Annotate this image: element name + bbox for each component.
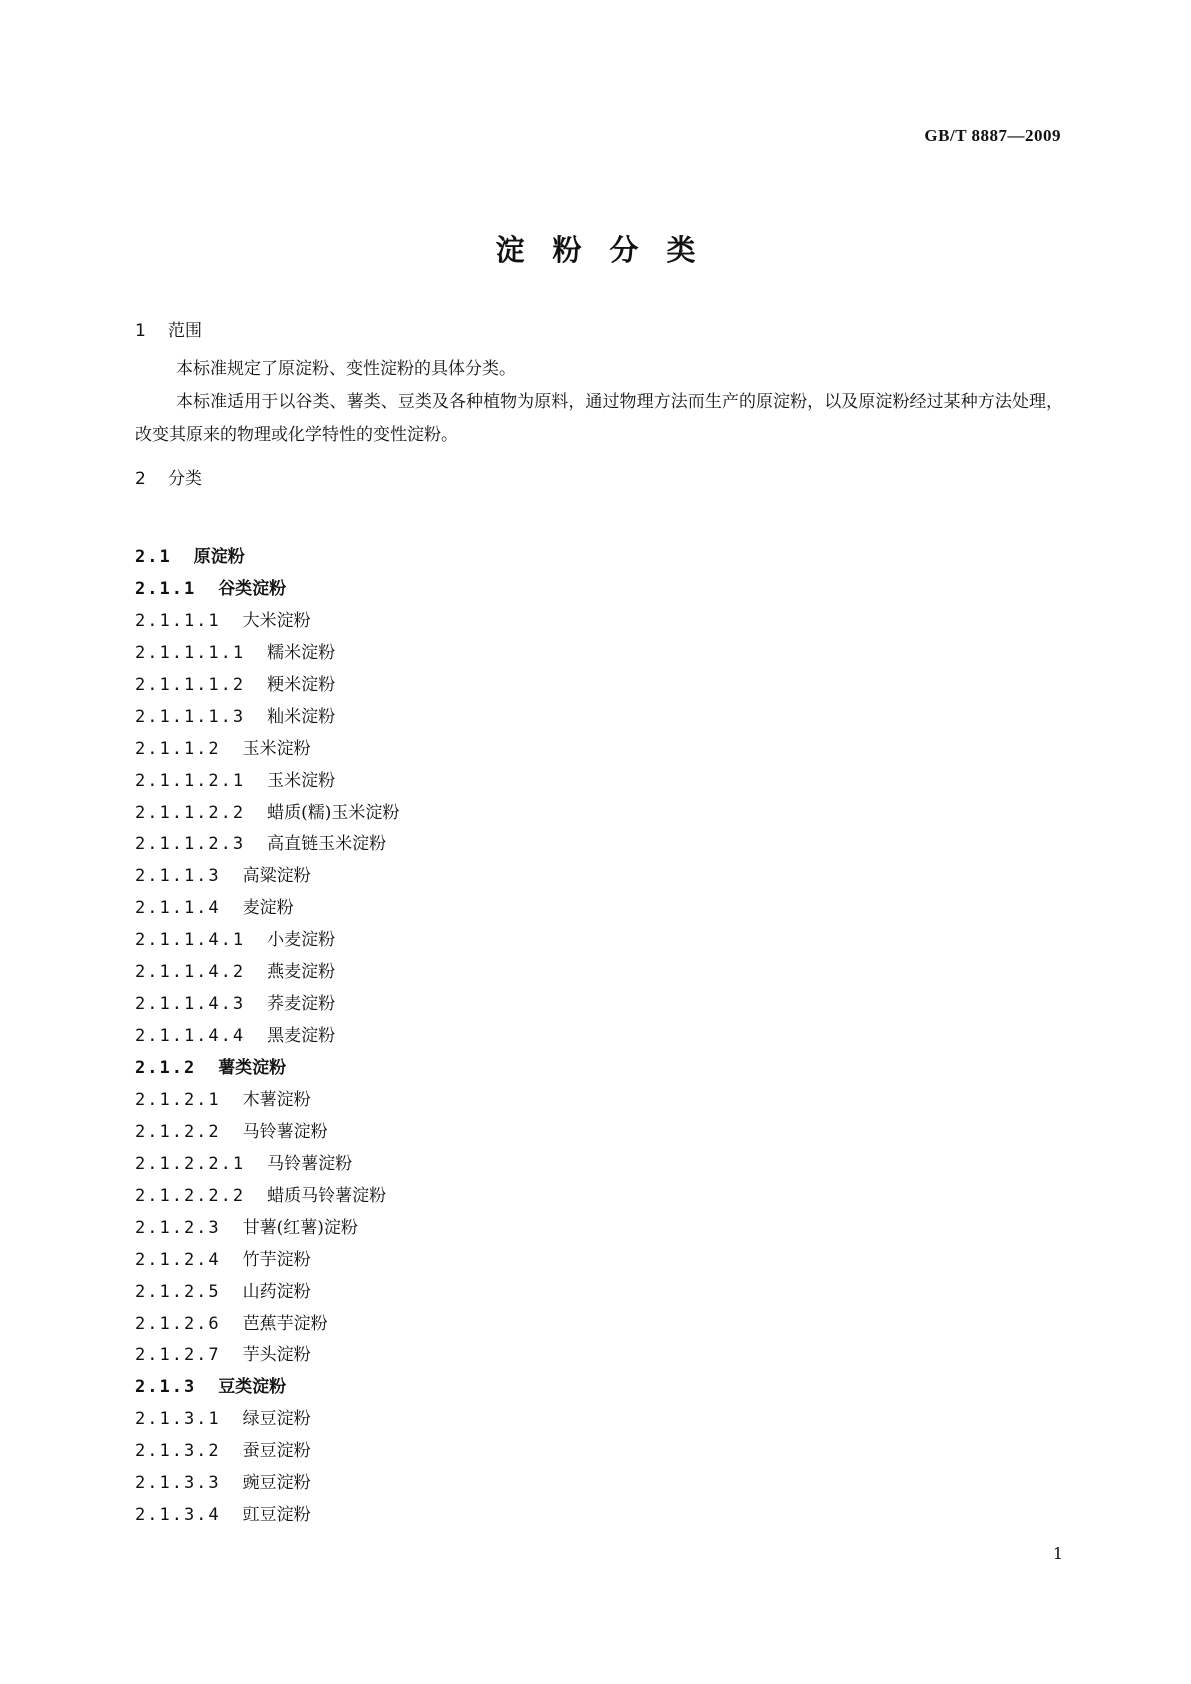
item-number: 2.1 [135,547,172,567]
list-item [135,957,399,989]
item-number: 2.1.2.3 [135,1217,221,1238]
item-text: 粳米淀粉 [267,674,336,695]
item-number: 2.1.2.4 [135,1249,221,1270]
item-number: 2.1.1.1 [135,610,221,631]
item-text: 豇豆淀粉 [242,1505,311,1526]
item-text: 芭蕉芋淀粉 [242,1313,328,1334]
item-number: 2.1.2.7 [135,1345,221,1366]
list-item [135,766,399,798]
item-text: 燕麦淀粉 [267,962,336,983]
item-number: 2.1.2.5 [135,1281,221,1302]
list-item [135,1309,399,1341]
item-text: 麦淀粉 [242,898,294,919]
item-number: 2.1.3.3 [135,1473,221,1494]
item-text: 蜡质马铃薯淀粉 [267,1185,387,1206]
item-number: 2.1.1.4.4 [135,1026,246,1047]
item-text: 蜡质(糯)玉米淀粉 [267,802,400,823]
item-text: 荞麦淀粉 [267,994,336,1015]
list-item [135,1372,399,1404]
item-text: 芋头淀粉 [242,1345,311,1366]
item-text: 马铃薯淀粉 [242,1121,328,1142]
classification-list [135,542,399,1532]
item-text: 薯类淀粉 [218,1058,287,1078]
item-number: 2.1.1.4.2 [135,962,246,983]
item-number: 2.1.2.6 [135,1313,221,1334]
list-item [135,1021,399,1053]
item-number: 2.1.1.2.2 [135,802,246,823]
item-number: 2.1.3.4 [135,1505,221,1526]
item-number: 2.1.3 [135,1377,197,1398]
item-text: 高粱淀粉 [242,866,311,887]
list-item [135,1053,399,1085]
list-item [135,1277,399,1309]
list-item [135,1436,399,1468]
paragraph-2: 本标准适用于以谷类、薯类、豆类及各种植物为原料，通过物理方法而生产的原淀粉，以及原淀粉经过某种方法处理，改变其原来的物理或化学特性的变性淀粉。 [135,392,1063,445]
item-number: 2.1.2.2.2 [135,1185,246,1206]
item-number: 2.1.1.1.2 [135,674,246,695]
item-number: 2.1.1 [135,578,197,599]
item-text: 蚕豆淀粉 [242,1441,311,1462]
item-number: 2.1.1.1.1 [135,642,246,663]
list-item [135,798,399,830]
list-item [135,1085,399,1117]
section-1-title: 范围 [168,321,202,341]
item-number: 2.1.1.2.3 [135,834,246,855]
list-item [135,829,399,861]
standard-code: GB/T 8887—2009 [924,126,1061,145]
list-item [135,638,399,670]
list-item [135,1404,399,1436]
item-text: 豆类淀粉 [218,1377,287,1398]
item-number: 2.1.3.1 [135,1409,221,1430]
list-item [135,989,399,1021]
item-number: 2.1.1.3 [135,866,221,887]
item-text: 谷类淀粉 [218,578,287,599]
list-item [135,1181,399,1213]
section-1-heading [135,316,202,341]
item-text: 木薯淀粉 [242,1089,311,1110]
document-title: 淀粉分类 [495,233,724,267]
list-item [135,1149,399,1181]
list-item [135,702,399,734]
list-item [135,1468,399,1500]
section-2-heading [135,464,202,489]
item-number: 2.1.3.2 [135,1441,221,1462]
list-item [135,925,399,957]
section-1-number: 1 [135,321,146,341]
item-text: 玉米淀粉 [267,770,336,791]
list-item [135,734,399,766]
list-item [135,606,399,638]
list-item [135,1117,399,1149]
item-number: 2.1.1.2.1 [135,770,246,791]
list-item [135,670,399,702]
item-text: 大米淀粉 [242,610,311,631]
item-text: 玉米淀粉 [242,738,311,759]
item-number: 2.1.2.2 [135,1121,221,1142]
section-2-number: 2 [135,469,146,489]
item-text: 马铃薯淀粉 [267,1153,353,1174]
item-text: 豌豆淀粉 [242,1473,311,1494]
list-item [135,1500,399,1532]
list-item [135,574,399,606]
list-item [135,1340,399,1372]
item-number: 2.1.1.2 [135,738,221,759]
list-item [135,542,399,574]
item-number: 2.1.2 [135,1058,197,1078]
item-number: 2.1.1.4 [135,898,221,919]
item-text: 山药淀粉 [242,1281,311,1302]
item-number: 2.1.1.4.1 [135,930,246,951]
item-text: 黑麦淀粉 [267,1026,336,1047]
item-number: 2.1.2.1 [135,1089,221,1110]
item-text: 甘薯(红薯)淀粉 [242,1217,358,1238]
item-text: 原淀粉 [193,547,245,567]
item-number: 2.1.1.4.3 [135,994,246,1015]
section-2-title: 分类 [168,469,202,489]
list-item [135,1245,399,1277]
item-text: 高直链玉米淀粉 [267,834,387,855]
paragraph-1: 本标准规定了原淀粉、变性淀粉的具体分类。 [176,359,516,379]
item-text: 竹芋淀粉 [242,1249,311,1270]
item-text: 籼米淀粉 [267,706,336,727]
item-text: 绿豆淀粉 [242,1409,311,1430]
list-item [135,893,399,925]
page-number: 1 [1052,1544,1063,1563]
item-number: 2.1.2.2.1 [135,1153,246,1174]
item-text: 小麦淀粉 [267,930,336,951]
list-item [135,1213,399,1245]
list-item [135,861,399,893]
section-1-body [135,353,1063,452]
item-number: 2.1.1.1.3 [135,706,246,727]
item-text: 糯米淀粉 [267,642,336,663]
